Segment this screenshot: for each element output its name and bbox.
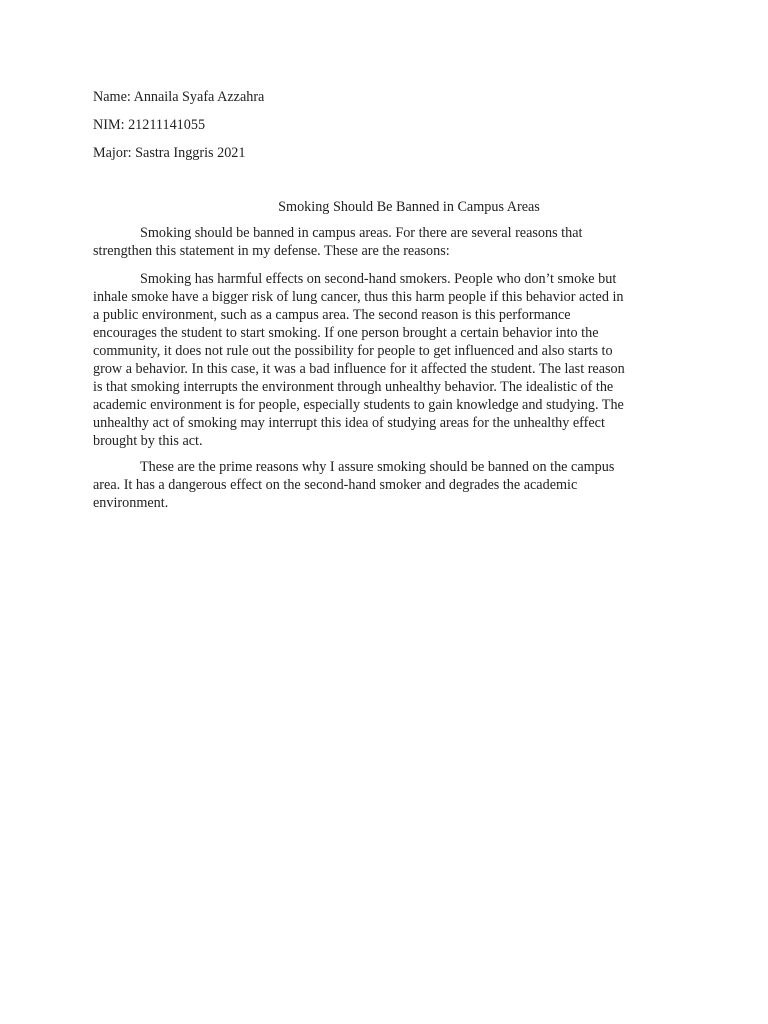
paragraph-line: academic environment is for people, especially students to gain knowledge and studying. The bbox=[93, 397, 624, 413]
paragraph-line: strengthen this statement in my defense. These are the reasons: bbox=[93, 243, 450, 259]
paragraph-line: a public environment, such as a campus area. The second reason is this performance bbox=[93, 307, 571, 323]
student-major: Major: Sastra Inggris 2021 bbox=[93, 145, 246, 161]
paragraph-line: community, it does not rule out the possibility for people to get influenced and also starts to bbox=[93, 343, 613, 359]
paragraph-line: area. It has a dangerous effect on the second-hand smoker and degrades the academic bbox=[93, 477, 578, 493]
paragraph-2 bbox=[93, 270, 693, 450]
paragraph-line: encourages the student to start smoking. If one person brought a certain behavior into the bbox=[93, 325, 599, 341]
paragraph-line: inhale smoke have a bigger risk of lung cancer, thus this harm people if this behavior acted in bbox=[93, 289, 624, 305]
paragraph-line: Smoking has harmful effects on second-hand smokers. People who don’t smoke but bbox=[140, 271, 617, 287]
paragraph-line: These are the prime reasons why I assure smoking should be banned on the campus bbox=[140, 459, 615, 475]
student-nim: NIM: 21211141055 bbox=[93, 117, 206, 133]
paragraph-line: unhealthy act of smoking may interrupt this idea of studying areas for the unhealthy effect bbox=[93, 415, 605, 431]
paragraph-line: is that smoking interrupts the environment through unhealthy behavior. The idealistic of the bbox=[93, 379, 614, 395]
paragraph-1 bbox=[93, 224, 693, 260]
paragraph-line: environment. bbox=[93, 495, 169, 511]
paragraph-line: grow a behavior. In this case, it was a bad influence for it affected the student. The last reason bbox=[93, 361, 625, 377]
paragraph-line: Smoking should be banned in campus areas. For there are several reasons that bbox=[140, 225, 583, 241]
essay-title: Smoking Should Be Banned in Campus Areas bbox=[278, 199, 540, 215]
paragraph-3 bbox=[93, 458, 693, 512]
student-name: Name: Annaila Syafa Azzahra bbox=[93, 89, 265, 105]
paragraph-line: brought by this act. bbox=[93, 433, 203, 449]
